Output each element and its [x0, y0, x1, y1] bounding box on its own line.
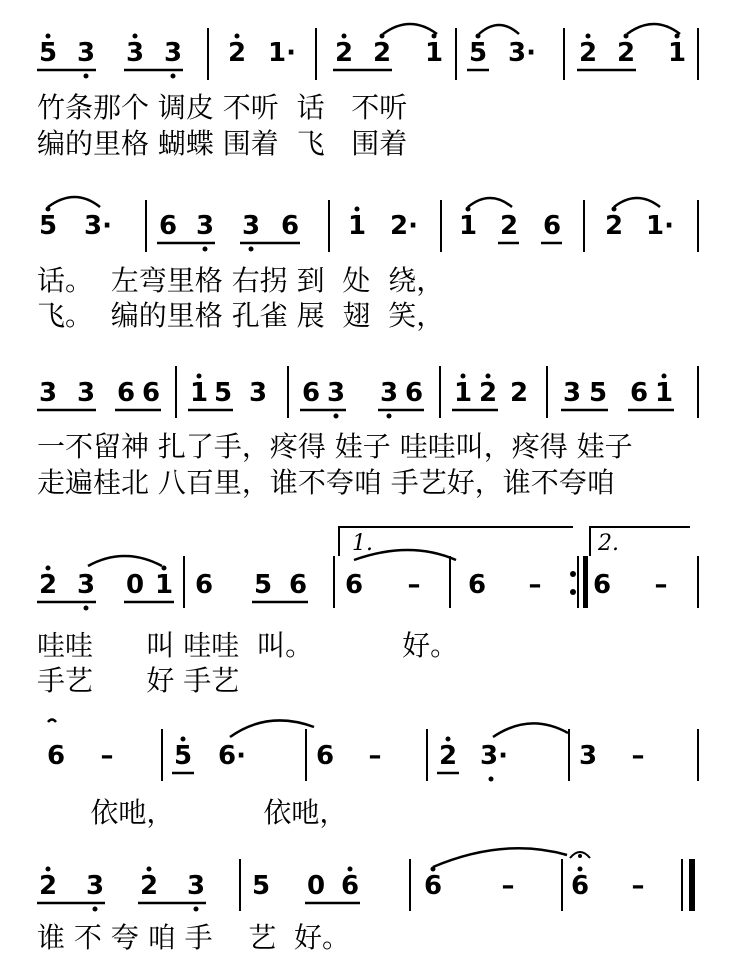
note: 0: [306, 871, 326, 901]
note: 3·: [84, 211, 112, 241]
note: 3: [85, 871, 105, 901]
note: 3: [241, 211, 261, 241]
note: 6: [194, 570, 214, 600]
note: 3: [76, 570, 96, 600]
note: 6: [280, 211, 300, 241]
note: 6: [46, 741, 66, 771]
note: 2: [372, 38, 392, 68]
note: 2: [334, 38, 354, 68]
note: 6: [629, 378, 649, 408]
note: 6: [423, 871, 443, 901]
octave-dots: [46, 34, 680, 912]
slurs: [48, 24, 680, 867]
note: –: [654, 570, 668, 600]
note: 5: [468, 38, 488, 68]
note: 6: [467, 570, 487, 600]
note: 6: [340, 871, 360, 901]
note: 0: [125, 570, 145, 600]
note: 3·: [480, 741, 508, 771]
lyric-verse-2: 编的里格 蝴蝶 围着 飞 围着: [37, 127, 408, 160]
note: 5: [213, 378, 233, 408]
note: 2: [478, 378, 498, 408]
note: 1: [189, 378, 209, 408]
note: 3: [125, 38, 145, 68]
note: 6: [542, 211, 562, 241]
note: 2: [438, 741, 458, 771]
note: 1·: [646, 211, 674, 241]
note: 2: [509, 378, 529, 408]
note: –: [407, 570, 421, 600]
note: 1: [458, 211, 478, 241]
note: 3: [379, 378, 399, 408]
note: 6: [141, 378, 161, 408]
note: –: [368, 741, 382, 771]
note: 5: [173, 741, 193, 771]
note: 2: [38, 570, 58, 600]
note: 6: [592, 570, 612, 600]
lyric-verse-1: 一不留神 扎了手，疼得 娃子 哇哇叫，疼得 娃子: [37, 430, 633, 463]
note: 3: [163, 38, 183, 68]
note: 5: [251, 871, 271, 901]
note: 1: [654, 378, 674, 408]
note: 5: [38, 211, 58, 241]
note: 5: [588, 378, 608, 408]
note: 6: [404, 378, 424, 408]
note: 6: [116, 378, 136, 408]
note: 6: [570, 871, 590, 901]
lyric-verse-1: 依吔， 依吔，: [37, 796, 348, 829]
underlines: [37, 70, 674, 903]
note: 2: [616, 38, 636, 68]
note: 2: [227, 38, 247, 68]
lyric-verse-1: 谁 不 夸 咱 手 艺 好。: [37, 921, 351, 954]
note: 6: [344, 570, 364, 600]
note: 6·: [218, 741, 246, 771]
note: –: [631, 871, 645, 901]
note: 1: [453, 378, 473, 408]
note: 2: [38, 871, 58, 901]
note: 1·: [268, 38, 296, 68]
note: 3: [248, 378, 268, 408]
note: –: [100, 741, 114, 771]
note: 6: [315, 741, 335, 771]
note: 3: [38, 378, 58, 408]
volta-2-label: 2.: [598, 531, 619, 556]
note: 3: [76, 378, 96, 408]
note: –: [631, 741, 645, 771]
note: 3: [326, 378, 346, 408]
lyric-verse-2: 飞。 编的里格 孔雀 展 翅 笑，: [37, 299, 445, 332]
note: 2: [604, 211, 624, 241]
note: 5: [253, 570, 273, 600]
note: 1: [667, 38, 687, 68]
note: 6: [301, 378, 321, 408]
lyric-verse-1: 竹条那个 调皮 不听 话 不听: [37, 91, 408, 124]
lyric-verse-2: 走遍桂北 八百里，谁不夸咱 手艺好，谁不夸咱: [37, 466, 615, 499]
note: 3: [578, 741, 598, 771]
note: 2: [139, 871, 159, 901]
lyric-verse-2: 手艺 好 手艺: [37, 664, 240, 697]
note: 3: [186, 871, 206, 901]
note: 2: [499, 211, 519, 241]
lyric-verse-1: 话。 左弯里格 右拐 到 处 绕，: [37, 264, 445, 297]
note: 3: [76, 38, 96, 68]
note: 2·: [390, 211, 418, 241]
note: –: [501, 871, 515, 901]
note: 3·: [508, 38, 536, 68]
note: 6: [158, 211, 178, 241]
note: 2: [578, 38, 598, 68]
note: 3: [562, 378, 582, 408]
note: 1: [424, 38, 444, 68]
note: –: [528, 570, 542, 600]
note: 5: [38, 38, 58, 68]
note: 3: [195, 211, 215, 241]
note: 1: [154, 570, 174, 600]
lyric-verse-1: 哇哇 叫 哇哇 叫。 好。: [37, 629, 459, 662]
volta-1-label: 1.: [352, 531, 373, 556]
repeat-dots: [570, 571, 576, 595]
note: 1: [347, 211, 367, 241]
note: 6: [288, 570, 308, 600]
fermata: [570, 852, 590, 858]
